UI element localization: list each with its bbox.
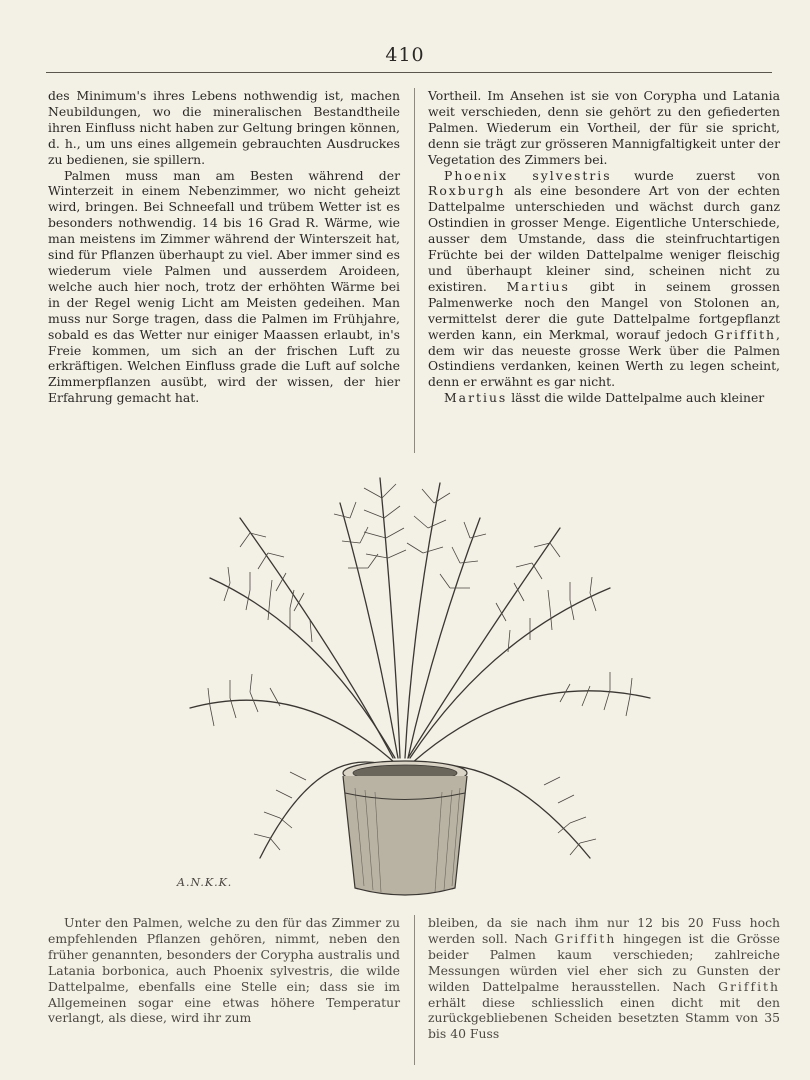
text-column-right-bottom (428, 915, 780, 1042)
author-name: Martius (444, 390, 508, 406)
text-run: hingegen ist die Grösse beider Palmen kaum verschieden; zahlreiche Messungen würden viel eher sich zu Gunsten der wilden Dattelpalme herausstellen. Nach (428, 930, 780, 994)
paragraph (428, 915, 780, 1042)
text-run: bleiben, da sie nach ihm nur 12 bis 20 Fuss hoch werden soll. Nach (428, 915, 780, 946)
text-run: gibt in seinem grossen Palmenwerke noch den Mangel von Stolonen an, vermittelst derer die gute Dattelpalme fortgepflanzt werden kann, ein Merkmal, worauf jedoch (428, 278, 780, 342)
illustration-signature: A.N.K.K. (177, 876, 233, 889)
author-name: Martius (506, 278, 570, 294)
author-name: Griffith (554, 930, 617, 946)
paragraph: Palmen muss man am Besten während der Winterzeit in einem Nebenzimmer, wo nicht geheizt wird, bringen. Bei Schneefall und trübem Wetter ist es besonders nothwendig. 14 bis 16 Grad R. Wärme, wie man meistens im Zimmer während der Winterszeit hat, sind für Pflanzen überhaupt zu viel. Aber immer sind es wiederum viele Palmen und ausserdem Aroideen, welche auch hier noch, trotz der erhöhten Wärme bei in der Regel wenig Licht am Meisten gedeihen. Man muss nur Sorge tragen, dass die Palmen im Frühjahre, sobald es das Wetter nur einiger Maassen erlaubt, in's Freie kommen, um sich an der frischen Luft zu erkräftigen. Welchen Einfluss grade die Luft auf solche Zimmerpflanzen ausübt, wird der wissen, der hier Erfahrung gemacht hat. (48, 167, 400, 406)
author-name: Griffith (718, 978, 780, 994)
text-run: lässt die wilde Dattelpalme auch kleiner (507, 390, 765, 406)
text-run: wurde zuerst von (611, 167, 781, 183)
palm-illustration (150, 458, 670, 906)
author-name: Griffith (714, 326, 777, 342)
text-column-left-top (48, 88, 400, 406)
species-name: Phoenix sylvestris (444, 167, 612, 183)
plant-pot (343, 761, 467, 895)
text-column-left-bottom (48, 915, 400, 1026)
paragraph: Vortheil. Im Ansehen ist sie von Corypha und Latania weit verschieden, denn sie gehört zu den gefiederten Palmen. Wiederum ein Vortheil, der für sie spricht, denn sie trägt zur grösseren Mannigfaltigkeit unter der Vegetation des Zimmers bei. (428, 88, 780, 167)
paragraph: Unter den Palmen, welche zu den für das Zimmer zu empfehlenden Pflanzen gehören, nimmt, neben den früher genannten, besonders der Corypha australis und Latania borbonica, auch Phoenix sylvestris, die wilde Dattelpalme, ebenfalls eine Stelle ein; dass sie im Allgemeinen sogar eine etwas höhere Temperatur verlangt, als diese, wird ihr zum (48, 915, 400, 1026)
header-rule (46, 72, 772, 73)
page-number: 410 (385, 44, 425, 66)
text-run: , dem wir das neueste grosse Werk über die Palmen Ostindiens verdanken, keinen Werth zu legen scheint, denn er erwähnt es gar nicht. (428, 326, 780, 390)
paragraph (428, 390, 780, 406)
column-divider (414, 915, 415, 1065)
column-divider (414, 88, 415, 453)
text-run: als eine besondere Art von der echten Dattelpalme unterschieden und wächst durch ganz Ostindien in grosser Menge. Eigentliche Unterschiede, ausser dem Umstande, dass die steinfruchtartigen Früchte bei der wilden Dattelpalme weniger fleischig und überhaupt kleiner sind, scheinen nicht zu existiren. (428, 183, 780, 294)
text-run: erhält diese schliesslich einen dicht mit den zurückgebliebenen Scheiden besetzten Stamm von 35 bis 40 Fuss (428, 994, 780, 1042)
paragraph: des Minimum's ihres Lebens nothwendig ist, machen Neubildungen, wo die mineralischen Bestandtheile ihren Einfluss nicht haben zur Geltung bringen können, d. h., um uns eines allgemein gebrauchten Ausdruckes zu bedienen, sie spillern. (48, 88, 400, 167)
paragraph (428, 168, 780, 391)
author-name: Roxburgh (428, 183, 506, 199)
text-column-right-top (428, 88, 780, 406)
